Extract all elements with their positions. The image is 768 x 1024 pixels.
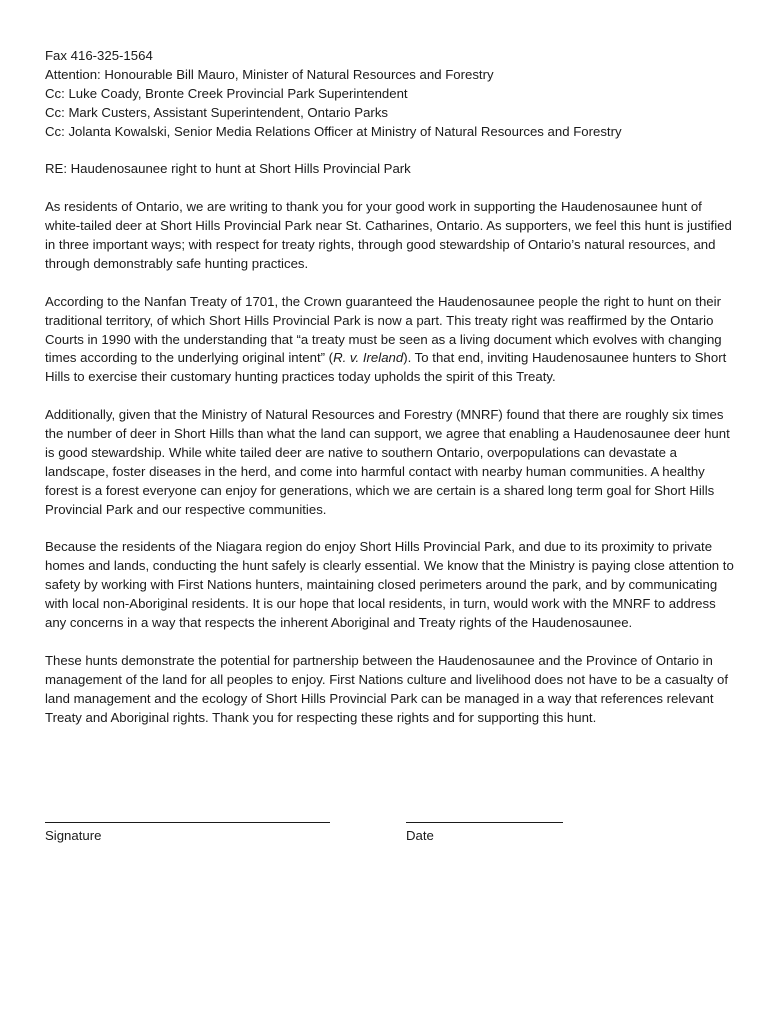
paragraph-treaty xyxy=(45,293,735,388)
cc-line: Cc: Luke Coady, Bronte Creek Provincial Park Superintendent xyxy=(45,85,408,101)
paragraph-stewardship: Additionally, given that the Ministry of Natural Resources and Forestry (MNRF) found that there are roughly six times the number of deer in Short Hills than what the land can support, we agree that enabling a Haudenosaunee deer hunt is good stewardship. While white tailed deer are native to southern Ontario, overpopulations can devastate a landscape, foster diseases in the herd, and come into harmful contact with nearby human communities. A healthy forest is a forest everyone can enjoy for generations, which we are certain is a shared long term goal for Short Hills Provincial Park and our respective communities. xyxy=(45,407,730,517)
case-citation: R. v. Ireland xyxy=(333,350,404,366)
paragraph-treaty-text: According to the Nanfan Treaty of 1701, the Crown guaranteed the Haudenosaunee people the right to hunt on their traditional territory, of which Short Hills Provincial Park is now a part. This treaty right was reaffirmed by the Ontario Courts in 1990 with the understanding that “a treaty must be seen as a living document which evolves with changing times according to the underlying original intent” ( xyxy=(45,293,722,366)
attention-line: Attention: Honourable Bill Mauro, Minister of Natural Resources and Forestry xyxy=(45,66,494,82)
paragraph-safety: Because the residents of the Niagara region do enjoy Short Hills Provincial Park, and due to its proximity to private homes and lands, conducting the hunt safely is clearly essential. We know that the Ministry is paying close attention to safety by working with First Nations hunters, maintaining closed perimeters around the park, and by communicating with local non-Aboriginal residents. It is our hope that local residents, in turn, would work with the MNRF to address any concerns in a way that respects the inherent Aboriginal and Treaty rights of the Haudenosaunee. xyxy=(45,539,734,631)
cc-line: Cc: Jolanta Kowalski, Senior Media Relations Officer at Ministry of Natural Resources and Forestry xyxy=(45,123,622,139)
signature-block xyxy=(45,785,735,865)
fax-line: Fax 416-325-1564 xyxy=(45,48,153,63)
paragraph-treaty-text-end: ). To that end, inviting Haudenosaunee hunters to Short Hills to exercise their customary hunting practices today upholds the spirit of this Treaty. xyxy=(45,350,727,385)
letter-body xyxy=(45,47,735,728)
signature-line xyxy=(45,822,330,823)
letter-header xyxy=(45,47,735,142)
paragraph-intro: As residents of Ontario, we are writing to thank you for your good work in supporting the Haudenosaunee hunt of white-tailed deer at Short Hills Provincial Park near St. Catharines, Ontario. As supporters, we feel this hunt is justified in three important ways; with respect for treaty rights, through good stewardship of Ontario’s natural resources, and through demonstrably safe hunting practices. xyxy=(45,199,732,271)
cc-line: Cc: Mark Custers, Assistant Superintendent, Ontario Parks xyxy=(45,104,389,120)
signature-label: Signature xyxy=(45,828,102,843)
subject-line: RE: Haudenosaunee right to hunt at Short Hills Provincial Park xyxy=(45,161,411,177)
date-label: Date xyxy=(406,828,434,843)
paragraph-partnership: These hunts demonstrate the potential for partnership between the Haudenosaunee and the Province of Ontario in management of the land for all peoples to enjoy. First Nations culture and livelihood does not have to be a casualty of land management and the ecology of Short Hills Provincial Park can be managed in a way that references relevant Treaty and Aboriginal rights. Thank you for respecting these rights and for supporting this hunt. xyxy=(45,652,728,725)
date-line xyxy=(406,822,563,823)
